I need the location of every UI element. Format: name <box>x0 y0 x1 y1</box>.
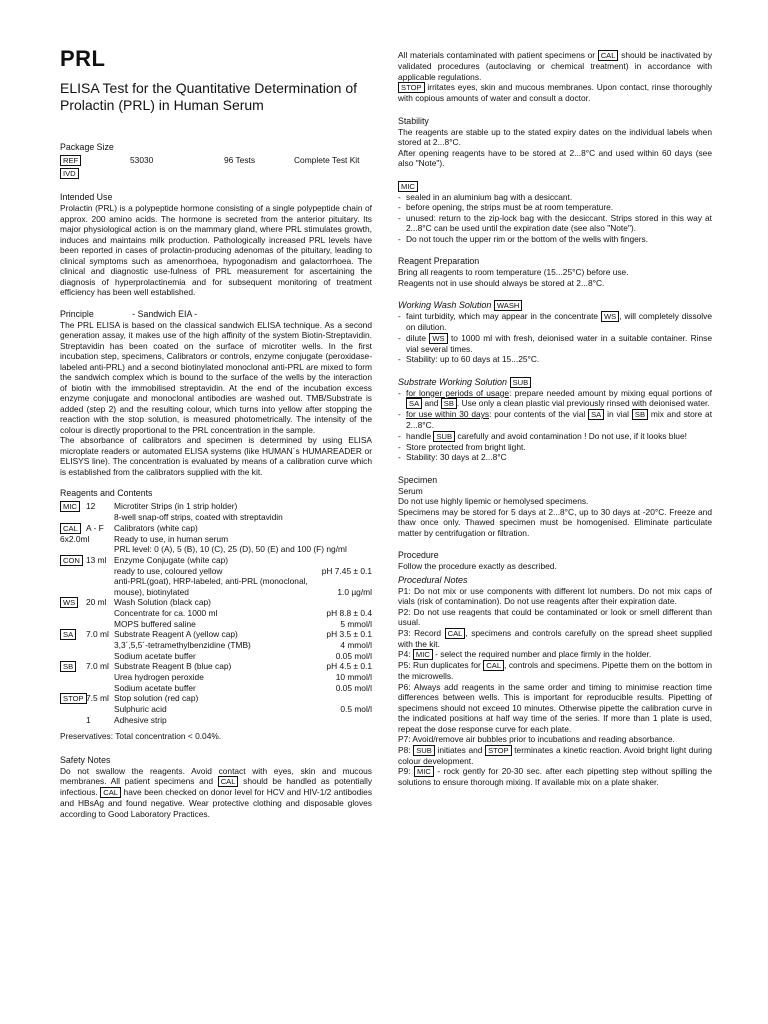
procedural-note: P7: Avoid/remove air bubbles prior to incubations and reading absorbance. <box>398 734 675 744</box>
reagent-value: 0.5 mol/l <box>340 704 372 714</box>
reagent-text: 3,3´,5,5´-tetramethylbenzidine (TMB) <box>114 640 251 650</box>
reagent-prep-text-1: Bring all reagents to room temperature (15...25°C) before use. <box>398 267 629 277</box>
reagent-value: 4 mmol/l <box>340 640 372 650</box>
reagent-qty: 7.0 ml <box>86 629 109 639</box>
reagent-text: anti-PRL(goat), HRP-labeled, anti-PRL (monoclonal, mouse), biotinylated <box>114 576 308 597</box>
cal-symbol: CAL <box>598 50 619 61</box>
sa-symbol: SA <box>588 409 604 420</box>
substrate-text: and <box>424 398 439 408</box>
reagent-prep-heading: Reagent Preparation <box>398 256 480 266</box>
reagent-qty <box>86 608 114 619</box>
reagent-code: SA <box>60 629 76 640</box>
reagent-text: Calibrators (white cap) <box>114 522 198 533</box>
substrate-text: Stability: 30 days at 2...8°C <box>406 452 507 462</box>
package-size-heading: Package Size <box>60 142 114 152</box>
reagent-value: pH 4.5 ± 0.1 <box>326 661 372 671</box>
procedure-text: Follow the procedure exactly as described. <box>398 561 557 571</box>
reagent-value <box>308 597 372 608</box>
safety-paragraph <box>60 766 372 820</box>
reagent-row <box>60 501 372 512</box>
safety-text: All materials contaminated with patient specimens or <box>398 50 596 60</box>
wash-text: Stability: up to 60 days at 15...25°C. <box>406 354 540 364</box>
reagent-text: Adhesive strip <box>114 714 167 725</box>
reagent-text: Enzyme Conjugate (white cap) <box>114 554 229 565</box>
procedural-note <box>398 766 712 788</box>
principle-title: Principle <box>60 308 94 319</box>
sub-symbol: SUB <box>433 431 455 442</box>
kit-type: Complete Test Kit <box>294 154 360 165</box>
intended-use-text: Prolactin (PRL) is a polypeptide hormone consisting of a single polypeptide chain of approx. 200 amino acids. The hormone is secreted from the anterior pituitary. Its major physiological action is on the mammary gland, where PRL stimulates growth, induces and maintains milk production. Pathologically increased PRL levels have been reported in cases of prolactin-producing adenomas of the pituitary, leading to clinical symptoms such as amenorrhoea, hypogonadism and galactorrhoea. The clinical and diagnostic use-fulness of PRL measurement for ascertaining the diagnosis of hyperprolactinemia and for subsequent monitoring of treatment efficiency has been well established. <box>60 203 372 297</box>
note-text: , specimens and controls carefully on the spread sheet supplied with the kit. <box>398 627 712 649</box>
note-text: - select the required number and place firmly in the holder. <box>435 649 652 659</box>
list-item: - handle SUB carefully and avoid contamination ! Do not use, if it looks blue! <box>398 430 687 441</box>
mic-symbol: MIC <box>398 181 418 192</box>
reagent-text: Substrate Reagent B (blue cap) <box>114 661 232 671</box>
reagent-row <box>60 629 372 640</box>
reagent-row <box>60 597 372 608</box>
reagent-code: WS <box>60 597 78 608</box>
stability-text-2: After opening reagents have to be stored at 2...8°C and used within 60 days (see also "Note"). <box>398 147 712 168</box>
note-text: , controls and specimens. Pipette them on the bottom in the microwells. <box>398 660 712 681</box>
ws-symbol: WS <box>429 333 447 344</box>
substrate-text: mix and store at 2...8°C. <box>406 409 713 430</box>
principle-paragraph-1: The PRL ELISA is based on the classical sandwich ELISA technique. As a second generation assay, it makes use of the high affinity of the system Biotin-Streptavidin. Streptavidin has been coated on the surface of microtiter wells. In the first incubation step, specimens, Calibrators or controls, enzyme conjugate (peroxidase-labeled anti-PRL) and a second biotinylated monoclonal anti-PRL are mixed to form the sandwich complex which is bound to the surface of the wells by the interaction of biotin with the immobilised streptavidin. At the end of the incubation excess enzyme conjugate and monoclonal antibodies are washed out. TMB/Substrate is added (step 2) and the resulting colour, which turns into yellow after stopping the reaction with the stop solution, is measured photometrically. The intensity of the colour is directly proportional to the PRL concentration in the sample. <box>60 319 372 435</box>
ws-symbol: WS <box>601 311 619 322</box>
reagent-row <box>60 619 372 630</box>
ivd-symbol: IVD <box>60 168 79 179</box>
wash-title: Working Wash Solution <box>398 300 492 310</box>
procedural-note: P1: Do not mix or use components with different lot numbers. Do not mix caps of vials (risk of contamination). Do not use reagents after their expiration date. <box>398 585 712 606</box>
reagent-prep-text-2: Reagents not in use should always be stored at 2...8°C. <box>398 277 605 288</box>
reagents-heading: Reagents and Contents <box>60 488 153 498</box>
page-title: PRL <box>60 46 106 71</box>
wash-text: faint turbidity, which may appear in the concentrate <box>406 311 599 321</box>
principle-paragraph-2: The absorbance of calibrators and specimen is determined by using ELISA microplate readers or automated ELISA systems (like HUMAN´s HUMAREADER or ELISYS line). The concentration is evaluated by means of a calibration curve which is established from the calibrators supplied with the kit. <box>60 435 372 477</box>
safety-stop <box>398 82 712 104</box>
safety-text: should be inactivated by validated procedures (autoclaving or chemical treatment) in accordance with applicable regulations. <box>398 50 713 82</box>
mic-note: unused: return to the zip-lock bag with the desiccant. Strips stored in this way at 2...8°C can be used until the expiration date (see also "Note"). <box>406 212 712 233</box>
wash-heading <box>398 300 712 311</box>
procedural-notes-heading: Procedural Notes <box>398 574 468 585</box>
reagent-row <box>60 683 372 694</box>
substrate-text: . Use only a clean plastic vial previously rinsed with deionised water. <box>456 398 710 408</box>
reagent-text: Sulphuric acid <box>114 704 167 714</box>
stability-heading: Stability <box>398 115 429 126</box>
specimen-subheading: Serum <box>398 485 423 496</box>
list-item: - Do not touch the upper rim or the bottom of the wells with fingers. <box>398 234 712 245</box>
principle-heading <box>60 309 372 320</box>
ivd-row <box>60 167 372 179</box>
stop-symbol: STOP <box>485 745 512 756</box>
intended-use-heading: Intended Use <box>60 192 113 202</box>
list-item: - Stability: 30 days at 2...8°C <box>398 452 712 463</box>
substrate-text: : pour contents of the vial <box>489 409 586 419</box>
procedural-note <box>398 745 712 767</box>
substrate-text: handle <box>406 430 432 441</box>
reagent-value: pH 8.8 ± 0.4 <box>326 608 372 618</box>
reagent-value <box>308 534 372 545</box>
substrate-text: for use within 30 days <box>406 409 490 419</box>
mic-symbol: MIC <box>413 649 433 660</box>
reagent-row <box>60 672 372 683</box>
reagent-row <box>60 576 372 597</box>
reagent-value: 5 mmol/l <box>340 618 372 629</box>
wash-symbol: WASH <box>494 300 523 311</box>
mic-note: before opening, the strips must be at room temperature. <box>406 202 614 212</box>
mic-note: sealed in an aluminium bag with a desiccant. <box>406 191 573 202</box>
cal-symbol: CAL <box>100 787 121 798</box>
wash-text: , will completely dissolve on dilution. <box>406 311 712 332</box>
safety-text: should be handled as potentially infectious. <box>60 776 373 797</box>
reagents-table <box>60 501 372 725</box>
reagent-text: MOPS buffered saline <box>114 618 196 629</box>
reagent-row <box>60 704 372 715</box>
stop-symbol: STOP <box>398 82 425 93</box>
reagent-text: ready to use, coloured yellow <box>114 565 223 576</box>
reagent-text: Microtiter Strips (in 1 strip holder) <box>114 501 238 511</box>
reagent-value <box>308 501 372 512</box>
note-text: P5: Run duplicates for <box>398 660 481 670</box>
reagent-row <box>60 661 372 672</box>
note-text: terminates a kinetic reaction. Avoid bright light during colour development. <box>398 744 713 766</box>
reagent-row <box>60 651 372 662</box>
reagent-value: pH 3.5 ± 0.1 <box>326 629 372 639</box>
procedural-note: P6: Always add reagents in the same order and timing to minimise reaction time differences between wells. This is important for reproducible results. Pipetting of specimens should not exceed 10 minutes. Otherwise pipette the calibration curve in the indicated positions at half way time of the series. If more than 1 plate is used, repeat the dose response curve for each plate. <box>398 681 712 734</box>
substrate-text: carefully and avoid contamination ! Do not use, if it looks blue! <box>457 430 687 441</box>
reagent-code: CON <box>60 555 83 566</box>
reagent-code: SB <box>60 661 76 672</box>
reagent-text: Sodium acetate buffer <box>114 682 196 693</box>
substrate-text: for longer periods of usage <box>406 387 510 398</box>
reagent-qty: 6x2.0ml <box>60 533 90 544</box>
note-text: initiates and <box>437 744 483 755</box>
reagent-value <box>308 693 372 704</box>
reagent-qty: 12 <box>86 501 96 511</box>
ref-symbol: REF <box>60 155 81 166</box>
reagent-qty: 13 ml <box>86 554 107 565</box>
reagent-text: Urea hydrogen peroxide <box>114 672 204 682</box>
reagent-qty <box>86 619 114 630</box>
reagent-text: Concentrate for ca. 1000 ml <box>114 608 218 618</box>
wash-text: dilute <box>406 332 427 343</box>
reagent-row <box>60 693 372 704</box>
specimen-text-1: Do not use highly lipemic or hemolysed specimens. <box>398 496 589 506</box>
list-item: - for use within 30 days: pour contents of the vial SA in vial SB mix and store at 2...8°C. <box>398 409 713 430</box>
reagent-row <box>60 534 372 545</box>
reagent-qty <box>86 566 114 577</box>
safety-contamination <box>398 50 712 82</box>
reagent-row <box>60 523 372 534</box>
reagent-value <box>308 523 372 534</box>
reagent-qty: 7.5 ml <box>86 693 109 703</box>
procedural-note <box>398 660 712 682</box>
principle-subtitle: - Sandwich EIA - <box>132 308 198 319</box>
reagent-text: Sodium acetate buffer <box>114 650 196 661</box>
list-item: - faint turbidity, which may appear in the concentrate WS , will completely dissolve on dilution. <box>398 311 712 332</box>
reagent-code: CAL <box>60 523 81 534</box>
reagent-row <box>60 640 372 651</box>
reagent-qty <box>86 651 114 662</box>
safety-heading: Safety Notes <box>60 754 111 765</box>
reagent-text: Wash Solution (black cap) <box>114 597 211 607</box>
procedural-note <box>398 649 712 660</box>
reagent-text: 8-well snap-off strips, coated with streptavidin <box>114 512 283 522</box>
note-text: P8: <box>398 744 411 755</box>
reagent-row <box>60 608 372 619</box>
reagent-qty <box>86 704 114 715</box>
substrate-text: in vial <box>607 409 630 419</box>
reagent-qty <box>86 576 114 597</box>
reagent-row <box>60 715 372 726</box>
cal-symbol: CAL <box>445 628 466 639</box>
list-item: - dilute WS to 1000 ml with fresh, deionised water in a suitable container. Rinse vial several times. <box>398 332 713 354</box>
sb-symbol: SB <box>441 398 457 409</box>
list-item: - before opening, the strips must be at room temperature. <box>398 202 712 213</box>
list-item: - sealed in an aluminium bag with a desiccant. <box>398 192 712 203</box>
reagent-value: 1.0 µg/ml <box>337 586 372 597</box>
substrate-text: : prepare needed amount by mixing equal portions of <box>509 387 712 398</box>
reagent-qty <box>86 672 114 683</box>
safety-text: have been checked on donor level for HCV and HIV-1/2 antibodies and HBsAg and found negative. Wear protective clothing and disposable gloves according to Good Laboratory Practices. <box>60 787 373 819</box>
reagent-value: 0.05 mol/l <box>335 650 372 661</box>
list-item: - Stability: up to 60 days at 15...25°C. <box>398 354 712 365</box>
test-count: 96 Tests <box>224 154 256 165</box>
catalog-number: 53030 <box>130 154 154 165</box>
sa-symbol: SA <box>406 398 422 409</box>
reagent-qty: 7.0 ml <box>86 661 109 671</box>
sub-symbol: SUB <box>510 377 532 388</box>
safety-text: irritates eyes, skin and mucous membranes. Upon contact, rinse thoroughly with copious amounts of water and consult a doctor. <box>398 82 713 103</box>
reagent-text: PRL level: 0 (A), 5 (B), 10 (C), 25 (D), 50 (E) and 100 (F) ng/ml <box>114 544 347 554</box>
note-text: P4: <box>398 649 411 659</box>
reagent-value: pH 7.45 ± 0.1 <box>321 565 372 576</box>
reagent-qty: A - F <box>86 522 104 533</box>
reagent-text: Ready to use, in human serum <box>114 533 229 544</box>
substrate-heading <box>398 377 712 388</box>
list-item: - for longer periods of usage: prepare needed amount by mixing equal portions of SA and SB . Use only a clean plastic vial previously rinsed with deionised water. <box>398 387 712 408</box>
reagent-code: MIC <box>60 501 80 512</box>
cal-symbol: CAL <box>483 660 504 671</box>
reagent-value <box>308 555 372 566</box>
note-text: P3: Record <box>398 627 442 638</box>
right-column <box>398 50 712 788</box>
reagent-row <box>60 512 372 523</box>
reagent-qty <box>86 683 114 694</box>
mic-symbol: MIC <box>414 766 434 777</box>
document-subtitle: ELISA Test for the Quantitative Determination of Prolactin (PRL) in Human Serum <box>60 80 358 113</box>
package-row <box>60 154 372 166</box>
reagent-value: 10 mmol/l <box>335 672 372 682</box>
cal-symbol: CAL <box>218 776 239 787</box>
list-item: - unused: return to the zip-lock bag with the desiccant. Strips stored in this way at 2...8°C can be used until the expiration date (see also "Note"). <box>398 212 712 233</box>
mic-note: Do not touch the upper rim or the bottom of the wells with fingers. <box>406 233 649 244</box>
reagent-text: Stop solution (red cap) <box>114 693 199 703</box>
reagent-row <box>60 555 372 566</box>
specimen-heading: Specimen <box>398 474 438 485</box>
reagent-row <box>60 544 372 555</box>
reagent-qty: 20 ml <box>86 597 107 607</box>
reagent-qty <box>86 512 114 523</box>
reagent-row <box>60 566 372 577</box>
reagent-value: 0.05 mol/l <box>335 682 372 693</box>
procedural-note: P2: Do not use reagents that could be contaminated or look or smell different than usual. <box>398 606 712 627</box>
wash-text: to 1000 ml with fresh, deionised water in a suitable container. Rinse vial several times. <box>406 332 713 354</box>
reagent-qty: 1 <box>86 714 91 725</box>
left-column <box>60 142 372 819</box>
procedure-heading: Procedure <box>398 550 439 560</box>
stability-text-1: The reagents are stable up to the stated expiry dates on the individual labels when stored at 2...8°C. <box>398 126 712 147</box>
note-text: P9: <box>398 766 411 776</box>
specimen-text-2: Specimens may be stored for 5 days at 2...8°C, up to 30 days at -20°C. Freeze and thaw once only. Thawed specimen must be homogenised. Eliminate particulate matter by centrifugation or filtration. <box>398 506 712 538</box>
reagent-value <box>308 512 372 523</box>
reagent-text: Substrate Reagent A (yellow cap) <box>114 629 238 639</box>
list-item: - Store protected from bright light. <box>398 442 712 453</box>
note-text: - rock gently for 20-30 sec. after each pipetting step without spilling the solutions to ensure thorough mixing. If available mix on a plate shaker. <box>398 766 713 787</box>
reagent-qty <box>86 544 114 555</box>
safety-text: Do not swallow the reagents. Avoid contact with eyes, skin and mucous membranes. All patient specimens and <box>60 765 372 786</box>
procedural-note <box>398 628 712 650</box>
sub-symbol: SUB <box>413 745 435 756</box>
reagent-code: STOP <box>60 693 87 704</box>
reagent-qty <box>86 640 114 651</box>
substrate-text: Store protected from bright light. <box>406 441 526 452</box>
reagent-value <box>308 715 372 726</box>
substrate-title: Substrate Working Solution <box>398 376 508 387</box>
sb-symbol: SB <box>632 409 648 420</box>
preservatives-note: Preservatives: Total concentration < 0.04%. <box>60 731 222 741</box>
